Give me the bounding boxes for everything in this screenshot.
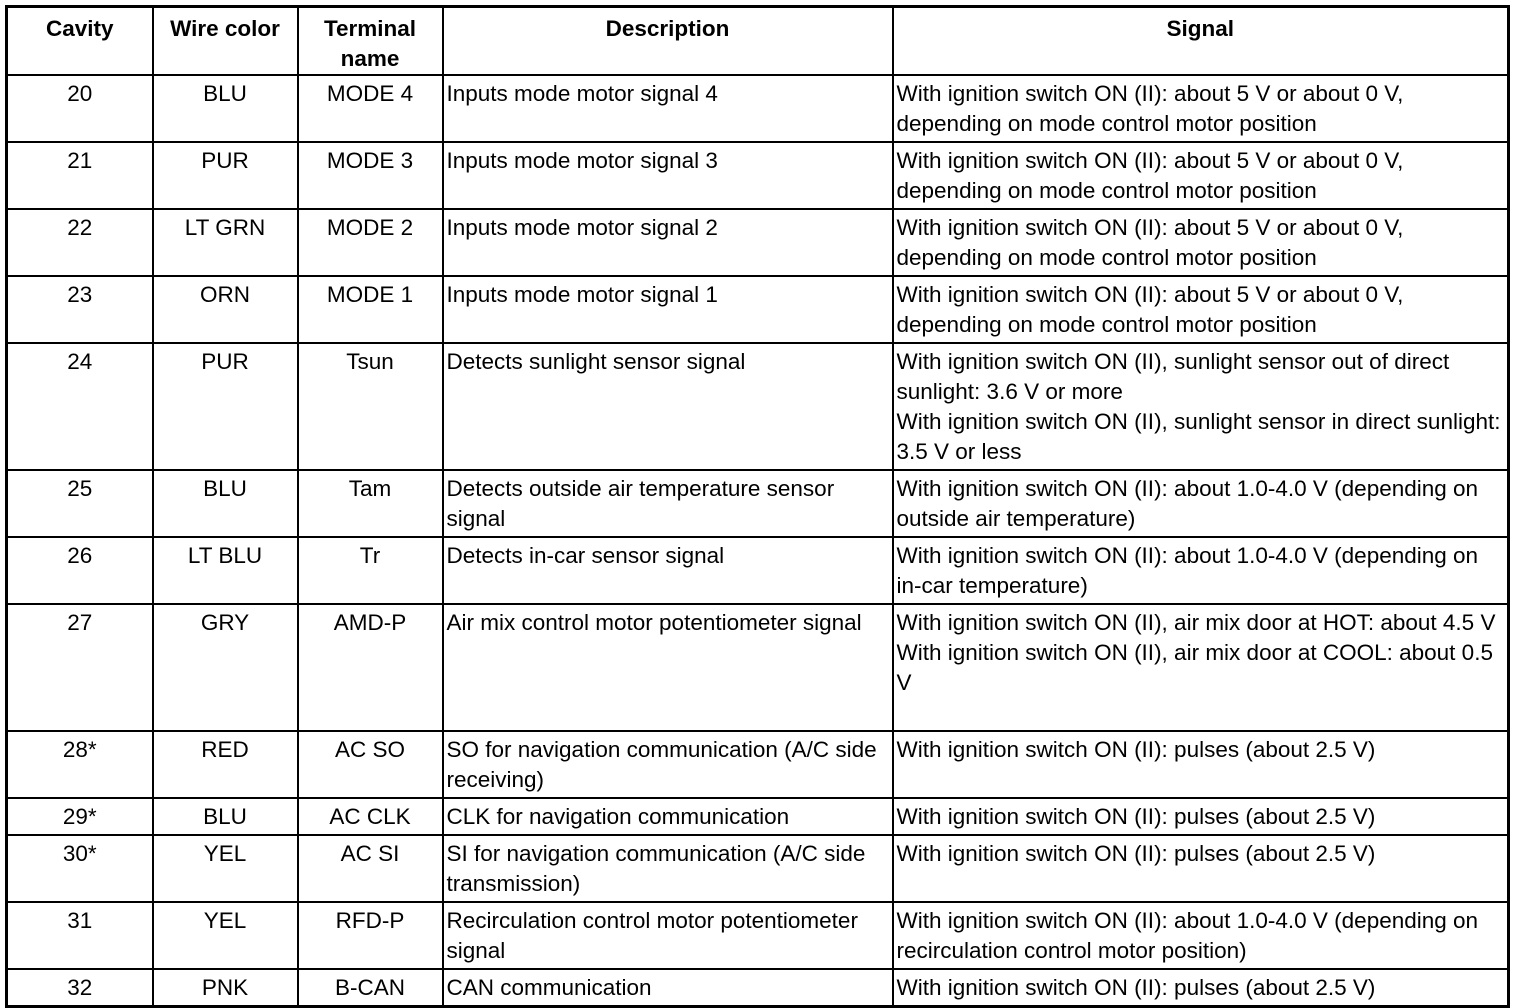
signal-cell: [893, 276, 1509, 343]
cavity-cell: 32: [7, 969, 153, 1006]
signal-line: With ignition switch ON (II): about 5 V or about 0 V, depending on mode control motor position: [896, 215, 1404, 270]
signal-line: With ignition switch ON (II): about 1.0-4.0 V (depending on recirculation control motor position): [896, 908, 1479, 963]
signal-line: With ignition switch ON (II): about 5 V or about 0 V, depending on mode control motor position: [896, 148, 1404, 203]
description-cell: Inputs mode motor signal 3: [443, 142, 893, 209]
terminal-name-cell: Tam: [298, 470, 443, 537]
table-row: [7, 731, 1509, 798]
signal-line: With ignition switch ON (II): pulses (about 2.5 V): [896, 841, 1376, 866]
table-header: [7, 7, 1509, 76]
description-cell: Recirculation control motor potentiometer signal: [443, 902, 893, 969]
terminal-name-cell: MODE 1: [298, 276, 443, 343]
signal-line: With ignition switch ON (II): about 5 V or about 0 V, depending on mode control motor position: [896, 282, 1404, 337]
header-terminal-name: Terminal name: [298, 7, 443, 76]
cavity-cell: 31: [7, 902, 153, 969]
wire-color-cell: BLU: [153, 470, 298, 537]
header-wire-color: Wire color: [153, 7, 298, 76]
description-cell: Inputs mode motor signal 1: [443, 276, 893, 343]
description-cell: Detects outside air temperature sensor signal: [443, 470, 893, 537]
signal-cell: [893, 343, 1509, 470]
table-row: [7, 209, 1509, 276]
signal-cell: [893, 537, 1509, 604]
cavity-cell: 26: [7, 537, 153, 604]
signal-cell: [893, 209, 1509, 276]
cavity-cell: 20: [7, 75, 153, 142]
table-row: [7, 343, 1509, 470]
description-cell: CLK for navigation communication: [443, 798, 893, 835]
table-row: [7, 902, 1509, 969]
cavity-cell: 23: [7, 276, 153, 343]
table-row: [7, 142, 1509, 209]
wire-color-cell: PUR: [153, 142, 298, 209]
description-cell: Air mix control motor potentiometer signal: [443, 604, 893, 731]
cavity-cell: 22: [7, 209, 153, 276]
table-row: [7, 835, 1509, 902]
wire-color-cell: LT BLU: [153, 537, 298, 604]
terminal-name-cell: MODE 3: [298, 142, 443, 209]
signal-line: With ignition switch ON (II), air mix door at COOL: about 0.5 V: [896, 640, 1493, 695]
terminal-name-cell: AC CLK: [298, 798, 443, 835]
cavity-cell: 24: [7, 343, 153, 470]
wire-color-cell: BLU: [153, 798, 298, 835]
signal-cell: [893, 969, 1509, 1006]
signal-cell: [893, 835, 1509, 902]
table-row: [7, 470, 1509, 537]
cavity-cell: 29*: [7, 798, 153, 835]
wire-color-cell: LT GRN: [153, 209, 298, 276]
signal-line: With ignition switch ON (II): about 1.0-4.0 V (depending on outside air temperature): [896, 476, 1479, 531]
description-cell: SO for navigation communication (A/C side receiving): [443, 731, 893, 798]
description-cell: CAN communication: [443, 969, 893, 1006]
terminal-name-cell: Tsun: [298, 343, 443, 470]
description-cell: Inputs mode motor signal 2: [443, 209, 893, 276]
wire-color-cell: ORN: [153, 276, 298, 343]
signal-line: With ignition switch ON (II): pulses (about 2.5 V): [896, 804, 1376, 829]
terminal-name-cell: RFD-P: [298, 902, 443, 969]
description-cell: Inputs mode motor signal 4: [443, 75, 893, 142]
terminal-name-cell: AC SO: [298, 731, 443, 798]
wire-color-cell: PUR: [153, 343, 298, 470]
signal-line: With ignition switch ON (II): about 5 V or about 0 V, depending on mode control motor position: [896, 81, 1404, 136]
terminal-name-cell: MODE 4: [298, 75, 443, 142]
wire-color-cell: RED: [153, 731, 298, 798]
wire-color-cell: GRY: [153, 604, 298, 731]
terminal-name-cell: AC SI: [298, 835, 443, 902]
cavity-cell: 21: [7, 142, 153, 209]
table-body: [7, 75, 1509, 1006]
signal-cell: [893, 142, 1509, 209]
wire-color-cell: PNK: [153, 969, 298, 1006]
table-row: [7, 604, 1509, 731]
wire-color-cell: YEL: [153, 835, 298, 902]
table-row: [7, 276, 1509, 343]
pinout-table: [5, 5, 1510, 1008]
signal-cell: [893, 75, 1509, 142]
cavity-cell: 27: [7, 604, 153, 731]
signal-line: With ignition switch ON (II): pulses (about 2.5 V): [896, 975, 1376, 1000]
signal-line: With ignition switch ON (II): about 1.0-4.0 V (depending on in-car temperature): [896, 543, 1479, 598]
terminal-name-cell: AMD-P: [298, 604, 443, 731]
cavity-cell: 30*: [7, 835, 153, 902]
description-cell: Detects sunlight sensor signal: [443, 343, 893, 470]
wire-color-cell: YEL: [153, 902, 298, 969]
cavity-cell: 28*: [7, 731, 153, 798]
description-cell: Detects in-car sensor signal: [443, 537, 893, 604]
header-row: [7, 7, 1509, 76]
signal-cell: [893, 902, 1509, 969]
header-cavity: Cavity: [7, 7, 153, 76]
terminal-name-cell: B-CAN: [298, 969, 443, 1006]
table-row: [7, 969, 1509, 1006]
signal-line: With ignition switch ON (II), sunlight sensor in direct sunlight: 3.5 V or less: [896, 409, 1501, 464]
header-description: Description: [443, 7, 893, 76]
cavity-cell: 25: [7, 470, 153, 537]
signal-line: With ignition switch ON (II): pulses (about 2.5 V): [896, 737, 1376, 762]
table-row: [7, 75, 1509, 142]
signal-cell: [893, 604, 1509, 731]
signal-cell: [893, 731, 1509, 798]
signal-line: With ignition switch ON (II), sunlight sensor out of direct sunlight: 3.6 V or more: [896, 349, 1450, 404]
signal-cell: [893, 798, 1509, 835]
terminal-name-cell: MODE 2: [298, 209, 443, 276]
signal-cell: [893, 470, 1509, 537]
signal-line: With ignition switch ON (II), air mix door at HOT: about 4.5 V: [896, 610, 1496, 635]
wire-color-cell: BLU: [153, 75, 298, 142]
description-cell: SI for navigation communication (A/C side transmission): [443, 835, 893, 902]
table-row: [7, 537, 1509, 604]
terminal-name-cell: Tr: [298, 537, 443, 604]
table-row: [7, 798, 1509, 835]
header-signal: Signal: [893, 7, 1509, 76]
